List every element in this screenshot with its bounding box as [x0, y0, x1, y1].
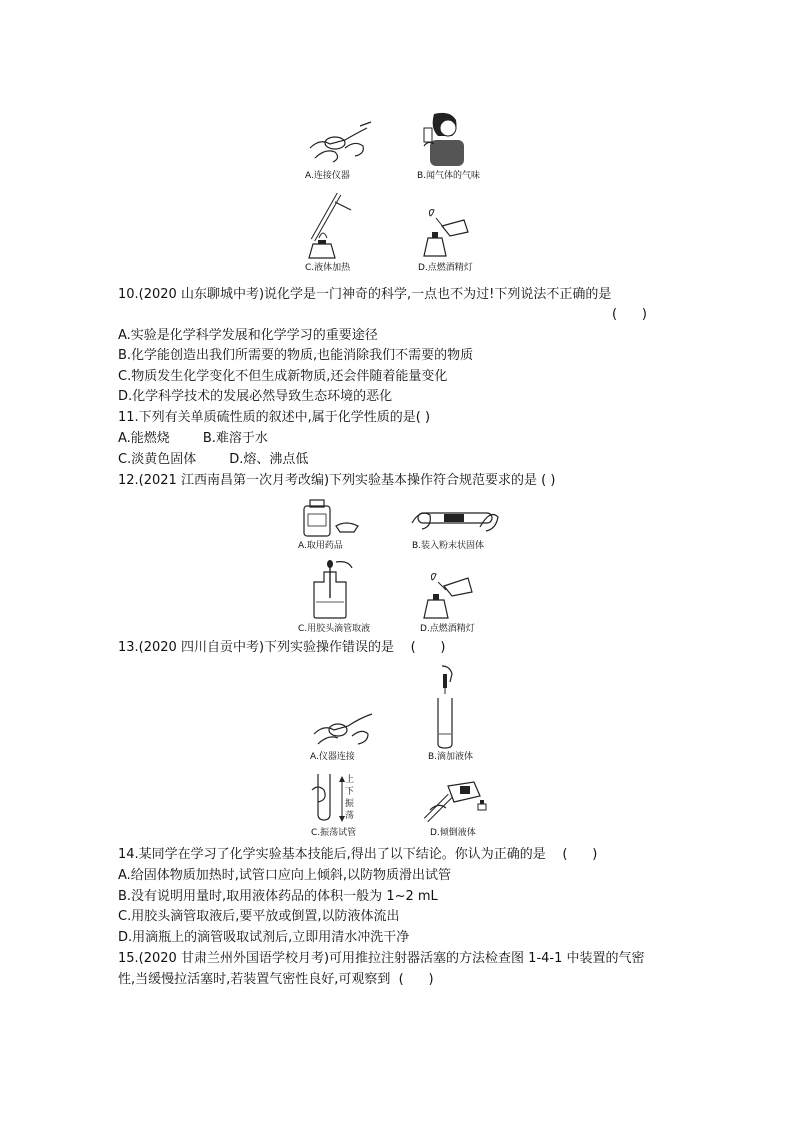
caption-q12-d: D.点燃酒精灯: [420, 624, 475, 634]
caption-q9-d: D.点燃酒精灯: [418, 263, 473, 273]
caption-q12-b: B.装入粉末状固体: [412, 541, 485, 551]
question-14-option-b: B.没有说明用量时,取用液体药品的体积一般为 1~2 mL: [118, 889, 438, 904]
illustration-connect-instrument: [305, 118, 375, 168]
question-10-option-b: B.化学能创造出我们所需要的物质,也能消除我们不需要的物质: [118, 348, 474, 363]
caption-q13-d: D.倾倒液体: [430, 828, 476, 838]
illustration-drip-liquid: [430, 664, 460, 750]
illustration-pour-liquid: [420, 776, 490, 826]
caption-q9-b: B.闻气体的气味: [417, 171, 481, 181]
illustration-shake-test-tube: [310, 772, 338, 824]
question-11-stem: 11.下列有关单质硫性质的叙述中,属于化学性质的是( ): [118, 410, 431, 425]
question-14-stem: 14.某同学在学习了化学实验基本技能后,得出了以下结论。你认为正确的是 ( ): [118, 847, 598, 862]
shake-label-shake: 振: [345, 799, 355, 809]
caption-q13-a: A.仪器连接: [310, 752, 355, 762]
question-11-options-row1: A.能燃烧 B.难溶于水: [118, 431, 268, 446]
question-14-option-c: C.用胶头滴管取液后,要平放或倒置,以防液体流出: [118, 909, 400, 924]
illustration-instrument-connect: [308, 708, 378, 750]
illustration-heat-liquid: [305, 188, 355, 260]
question-10-answer-blank: ( ): [612, 307, 647, 322]
illustration-take-reagent: [298, 498, 362, 538]
question-11-options-row2: C.淡黄色固体 D.熔、沸点低: [118, 452, 309, 467]
question-14-option-a: A.给固体物质加热时,试管口应向上倾斜,以防物质滑出试管: [118, 868, 452, 883]
illustration-dropper-take-liquid: [306, 558, 356, 620]
illustration-smell-gas: [412, 110, 474, 168]
question-15-line1: 15.(2020 甘肃兰州外国语学校月考)可用推拉注射器活塞的方法检查图 1-4-1 中装置的气密: [118, 951, 645, 966]
caption-q9-a: A.连接仪器: [305, 171, 350, 181]
shake-label-up: 上: [345, 775, 355, 785]
caption-q13-c: C.振荡试管: [311, 828, 357, 838]
question-15-line2: 性,当缓慢拉活塞时,若装置气密性良好,可观察到 ( ): [118, 972, 434, 987]
illustration-light-lamp-2: [420, 568, 476, 622]
illustration-light-lamp: [420, 206, 472, 260]
question-14-option-d: D.用滴瓶上的滴管吸取试剂后,立即用清水冲洗干净: [118, 930, 410, 945]
question-10-option-d: D.化学科学技术的发展必然导致生态环境的恶化: [118, 389, 393, 404]
question-10-option-a: A.实验是化学科学发展和化学学习的重要途径: [118, 328, 378, 343]
caption-q12-a: A.取用药品: [298, 541, 343, 551]
caption-q9-c: C.液体加热: [305, 263, 351, 273]
illustration-load-powder: [410, 503, 500, 537]
caption-q13-b: B.滴加液体: [428, 752, 474, 762]
question-10-option-c: C.物质发生化学变化不但生成新物质,还会伴随着能量变化: [118, 369, 448, 384]
question-12-stem: 12.(2021 江西南昌第一次月考改编)下列实验基本操作符合规范要求的是 ( ): [118, 473, 556, 488]
question-13-stem: 13.(2020 四川自贡中考)下列实验操作错误的是 ( ): [118, 640, 446, 655]
caption-q12-c: C.用胶头滴管取液: [298, 624, 371, 634]
shake-label-swing: 荡: [345, 811, 355, 821]
question-10-stem: 10.(2020 山东聊城中考)说化学是一门神奇的科学,一点也不为过!下列说法不正确的是: [118, 287, 612, 302]
shake-label-down: 下: [345, 787, 355, 797]
